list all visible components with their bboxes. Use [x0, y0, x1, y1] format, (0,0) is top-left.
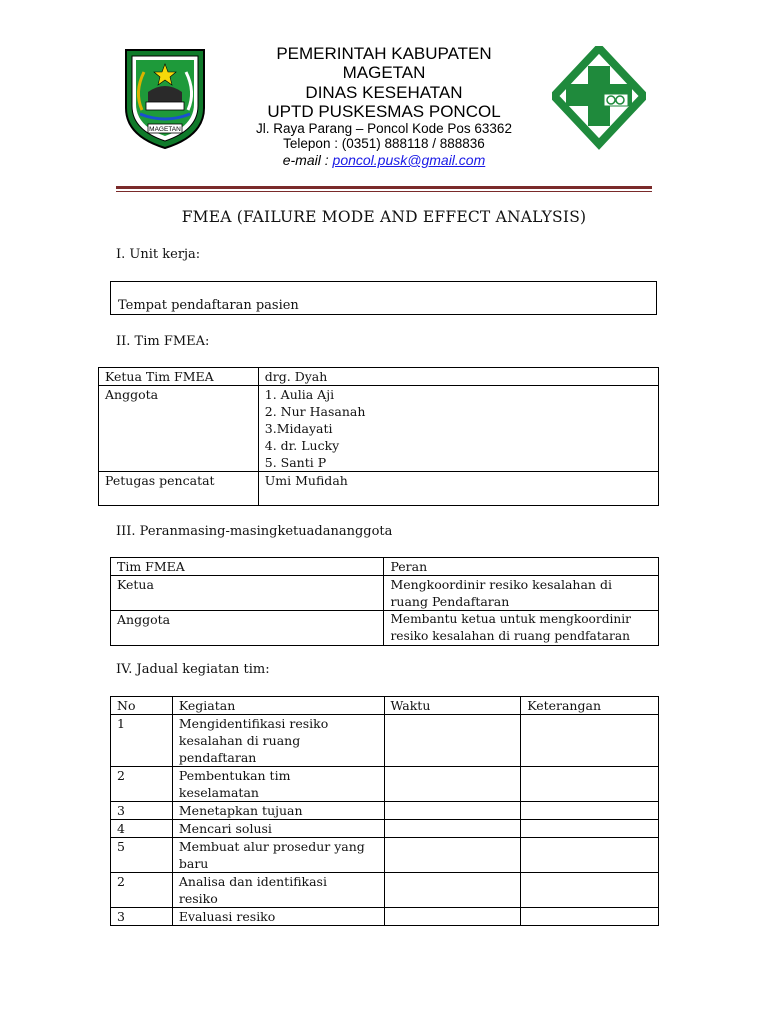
crest-banner-text: MAGETAN [149, 126, 181, 133]
table-row [111, 908, 659, 926]
schedule-notes [521, 908, 659, 926]
schedule-header-activity: Kegiatan [172, 697, 384, 715]
schedule-no: 2 [111, 767, 173, 802]
roles-team-cell: Anggota [111, 611, 384, 646]
table-row [111, 611, 659, 646]
schedule-time [384, 715, 521, 767]
schedule-activity: Analisa dan identifikasi resiko [172, 873, 384, 908]
schedule-notes [521, 715, 659, 767]
schedule-time [384, 873, 521, 908]
roles-header-team: Tim FMEA [111, 558, 384, 576]
table-row [99, 472, 659, 506]
header-line-2: MAGETAN [342, 63, 426, 82]
schedule-activity: Pembentukan tim keselamatan [172, 767, 384, 802]
schedule-no: 5 [111, 838, 173, 873]
schedule-time [384, 838, 521, 873]
roles-role-cell: Mengkoordinir resiko kesalahan di ruang Pendaftaran [384, 576, 659, 611]
schedule-time [384, 908, 521, 926]
schedule-notes [521, 767, 659, 802]
email-label: e-mail : [282, 152, 333, 168]
table-row [111, 838, 659, 873]
schedule-header-no: No [111, 697, 173, 715]
table-row [111, 767, 659, 802]
schedule-activity: Membuat alur prosedur yang baru [172, 838, 384, 873]
header-line-1: PEMERINTAH KABUPATEN [276, 44, 492, 63]
header-rule-thick [116, 186, 652, 189]
schedule-no: 2 [111, 873, 173, 908]
roles-header-role: Peran [384, 558, 659, 576]
table-row [111, 576, 659, 611]
team-value: 1. Aulia Aji 2. Nur Hasanah 3.Midayati 4. dr. Lucky 5. Santi P [258, 386, 658, 472]
table-row [111, 715, 659, 767]
header-email-row [0, 152, 768, 169]
schedule-no: 1 [111, 715, 173, 767]
schedule-time [384, 820, 521, 838]
schedule-no: 3 [111, 802, 173, 820]
section-4-heading: IV. Jadual kegiatan tim: [116, 662, 270, 677]
schedule-header-notes: Keterangan [521, 697, 659, 715]
table-row [99, 368, 659, 386]
schedule-activity: Mencari solusi [172, 820, 384, 838]
schedule-table [110, 696, 659, 926]
section-1-heading: I. Unit kerja: [116, 247, 201, 262]
schedule-time [384, 802, 521, 820]
table-row [99, 386, 659, 472]
roles-table [110, 557, 659, 646]
team-table [98, 367, 659, 506]
document-title: FMEA (FAILURE MODE AND EFFECT ANALYSIS) [181, 208, 587, 226]
table-row [111, 697, 659, 715]
roles-team-cell: Ketua [111, 576, 384, 611]
table-row [111, 820, 659, 838]
schedule-time [384, 767, 521, 802]
table-row [111, 558, 659, 576]
header-line-3: DINAS KESEHATAN [305, 83, 463, 102]
schedule-activity: Menetapkan tujuan [172, 802, 384, 820]
schedule-notes [521, 820, 659, 838]
header-phone: Telepon : (0351) 888118 / 888836 [283, 136, 485, 151]
table-row [111, 873, 659, 908]
header-line-4: UPTD PUSKESMAS PONCOL [267, 102, 501, 121]
team-label: Anggota [99, 386, 259, 472]
table-row [111, 802, 659, 820]
schedule-no: 3 [111, 908, 173, 926]
section-2-heading: II. Tim FMEA: [116, 334, 210, 349]
schedule-activity: Mengidentifikasi resiko kesalahan di ruang pendaftaran [172, 715, 384, 767]
schedule-notes [521, 838, 659, 873]
schedule-no: 4 [111, 820, 173, 838]
schedule-notes [521, 802, 659, 820]
team-label: Ketua Tim FMEA [99, 368, 259, 386]
unit-kerja-box [110, 281, 657, 315]
schedule-notes [521, 873, 659, 908]
unit-kerja-value: Tempat pendaftaran pasien [118, 298, 299, 313]
team-value: Umi Mufidah [258, 472, 658, 506]
schedule-activity: Evaluasi resiko [172, 908, 384, 926]
header-address: Jl. Raya Parang – Poncol Kode Pos 63362 [256, 121, 512, 136]
team-value: drg. Dyah [258, 368, 658, 386]
email-link[interactable]: poncol.pusk@gmail.com [332, 152, 486, 168]
schedule-header-time: Waktu [384, 697, 521, 715]
team-label: Petugas pencatat [99, 472, 259, 506]
section-3-heading: III. Peranmasing-masingketuadananggota [116, 524, 393, 539]
header-rule-thin [116, 191, 652, 192]
roles-role-cell: Membantu ketua untuk mengkoordinir resiko kesalahan di ruang pendfataran [384, 611, 659, 646]
